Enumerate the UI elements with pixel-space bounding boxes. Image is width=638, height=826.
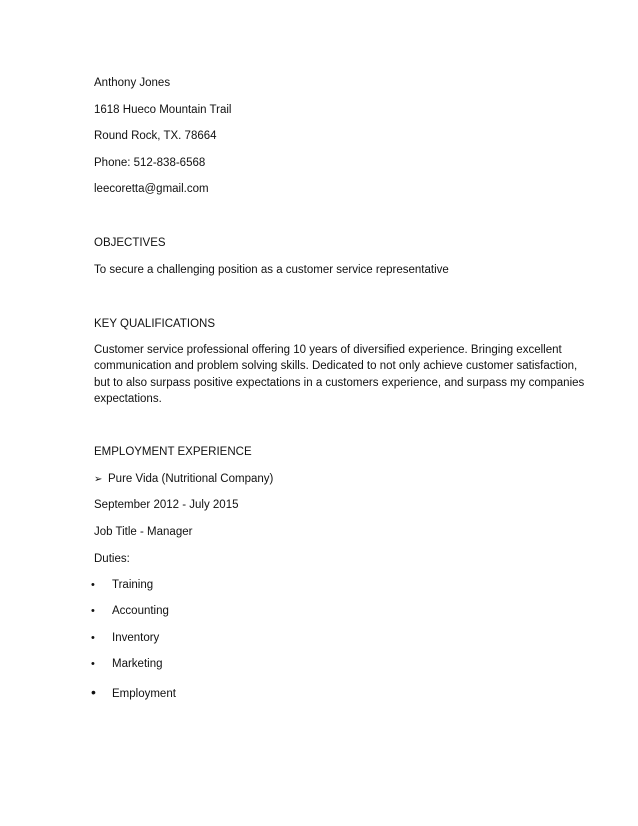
contact-city: Round Rock, TX. 78664 [94,130,217,142]
list-item [91,604,169,618]
qualifications-heading: KEY QUALIFICATIONS [94,318,215,330]
objectives-heading: OBJECTIVES [94,237,166,249]
qualifications-line: but to also surpass positive expectations in a customers experience, and surpass my companies [94,376,585,389]
duty-text: Accounting [112,605,169,617]
company-line [94,472,273,487]
contact-phone: Phone: 512-838-6568 [94,157,206,169]
duty-text: Training [112,579,154,591]
duties-label: Duties: [94,553,130,565]
qualifications-line: Customer service professional offering 10 years of diversified experience. Bringing excellent [94,344,562,356]
list-item [91,578,153,592]
bullet-icon: • [91,579,95,591]
qualifications-line: communication and problem solving skills. Dedicated to not only achieve customer satisfaction, [94,360,578,373]
contact-email: leecoretta@gmail.com [94,183,209,195]
qualifications-line: expectations. [94,393,162,406]
qualifications-paragraph [94,342,585,408]
bullet-icon: • [91,684,96,700]
duty-text: Inventory [112,632,160,644]
list-item [91,631,159,645]
employment-dates: September 2012 - July 2015 [94,499,239,511]
company-name: Pure Vida (Nutritional Company) [108,473,274,485]
bullet-icon: • [91,658,95,670]
list-item [91,657,163,671]
contact-street: 1618 Hueco Mountain Trail [94,104,232,116]
list-item [91,685,176,701]
duty-text: Employment [112,688,176,700]
bullet-icon: • [91,605,95,617]
arrow-bullet-icon: ➢ [94,474,103,485]
job-title: Job Title - Manager [94,526,193,538]
employment-heading: EMPLOYMENT EXPERIENCE [94,446,252,458]
bullet-icon: • [91,632,95,644]
contact-name: Anthony Jones [94,77,171,89]
duty-text: Marketing [112,658,163,670]
objectives-text: To secure a challenging position as a customer service representative [94,264,449,276]
